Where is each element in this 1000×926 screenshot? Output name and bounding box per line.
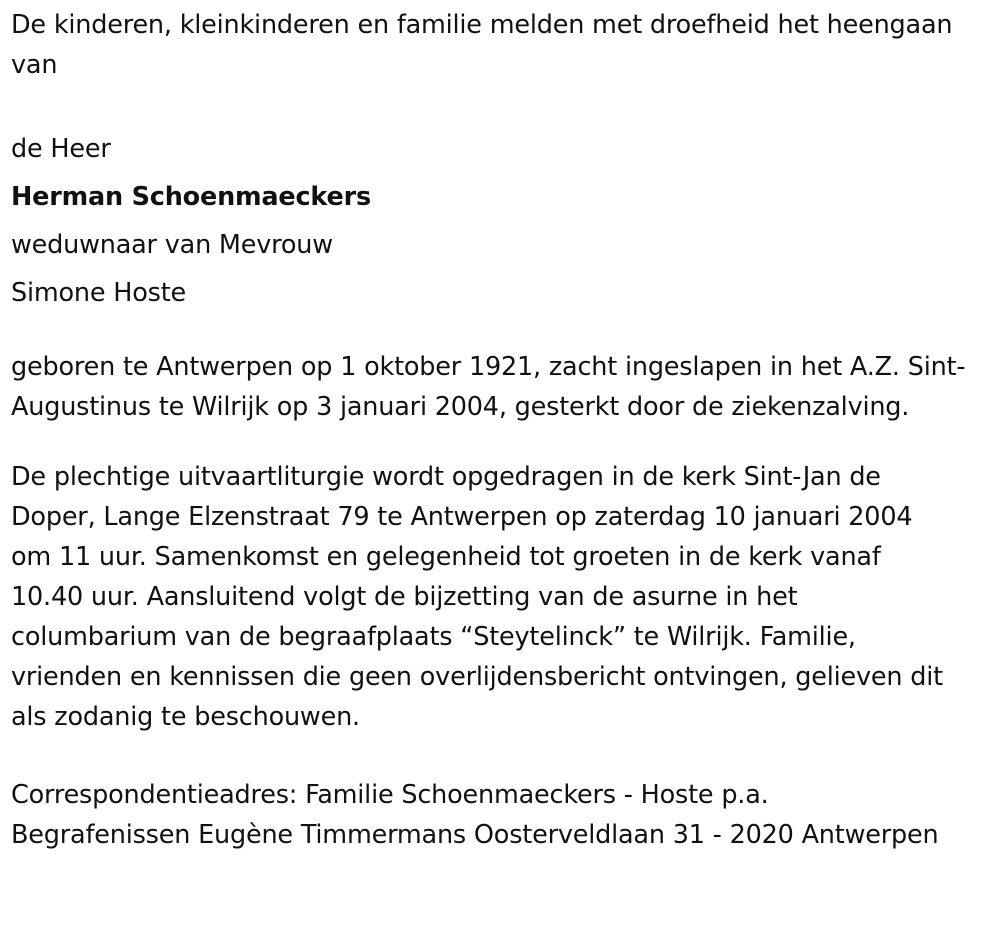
ceremony-line: vrienden en kennissen die geen overlijdensbericht ontvingen, gelieven dit (11, 662, 943, 692)
deceased-block (11, 125, 996, 317)
title-prefix: de Heer (11, 134, 111, 164)
intro-paragraph: De kinderen, kleinkinderen en familie melden met droefheid het heengaan van (11, 10, 953, 80)
ceremony-line: 10.40 uur. Aansluitend volgt de bijzetting van de asurne in het (11, 582, 798, 612)
correspondence-line-2: Begrafenissen Eugène Timmermans Oosterveldlaan 31 - 2020 Antwerpen (11, 820, 939, 850)
ceremony-line: columbarium van de begraafplaats “Steytelinck” te Wilrijk. Familie, (11, 622, 856, 652)
ceremony-line: om 11 uur. Samenkomst en gelegenheid tot groeten in de kerk vanaf (11, 542, 881, 572)
deceased-name: Herman Schoenmaeckers (11, 182, 371, 212)
ceremony-line: De plechtige uitvaartliturgie wordt opgedragen in de kerk Sint-Jan de (11, 462, 881, 492)
correspondence-address (11, 775, 996, 855)
ceremony-line: als zodanig te beschouwen. (11, 702, 360, 732)
birth-death-paragraph: geboren te Antwerpen op 1 oktober 1921, zacht ingeslapen in het A.Z. Sint-Augustinus te Wilrijk op 3 januari 2004, gesterkt door de ziekenzalving. (11, 352, 966, 422)
ceremony-line: Doper, Lange Elzenstraat 79 te Antwerpen op zaterdag 10 januari 2004 (11, 502, 913, 532)
obituary-notice (11, 0, 996, 855)
correspondence-line-1: Correspondentieadres: Familie Schoenmaeckers - Hoste p.a. (11, 780, 769, 810)
spouse-name: Simone Hoste (11, 278, 187, 308)
ceremony-paragraph (11, 457, 996, 737)
spouse-relation: weduwnaar van Mevrouw (11, 230, 333, 260)
